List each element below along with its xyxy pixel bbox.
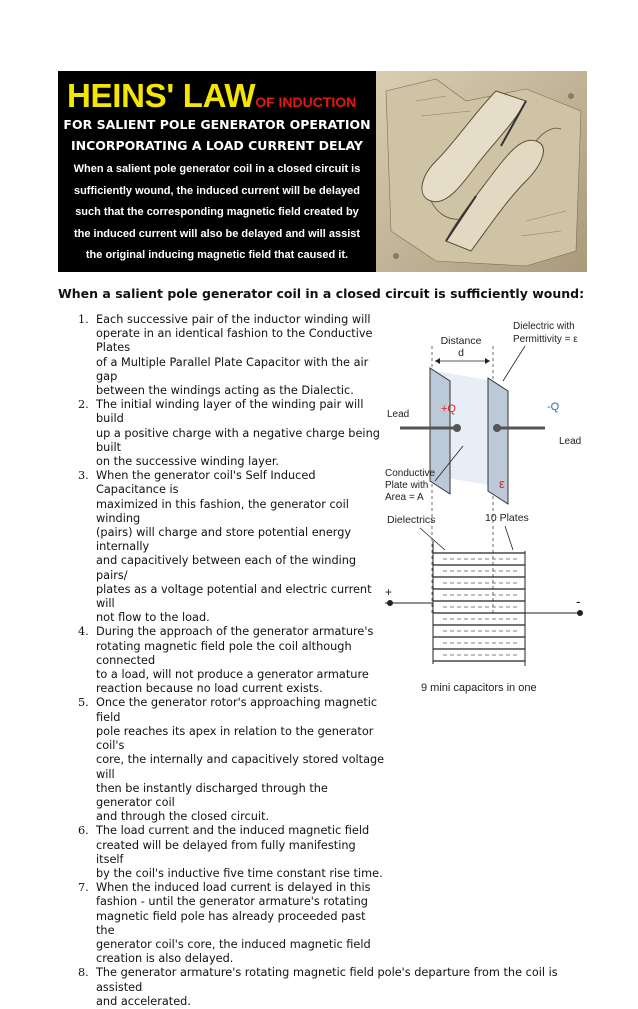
list-item-line: pole reaches its apex in relation to the generator coil's (96, 724, 374, 753)
list-item-line: When the induced load current is delayed in this (96, 881, 371, 895)
list-item-line: and accelerated. (96, 994, 191, 1008)
banner-text-area (58, 71, 376, 272)
list-item-line: The load current and the induced magnetic field (96, 824, 370, 838)
banner-description-line: sufficiently wound, the induced current will be delayed (73, 184, 361, 197)
list-item-line: generator coil's core, the induced magnetic field (96, 937, 371, 951)
banner-description-line: the original inducing magnetic field that caused it. (85, 249, 349, 261)
right-lead-terminal (493, 424, 501, 432)
plate-label-3: Area = A (385, 492, 424, 503)
list-item-line: reaction because no load current exists. (96, 682, 323, 696)
list-item (58, 966, 578, 1009)
list-item-line: core, the internally and capacitively stored voltage will (96, 753, 385, 781)
dielectrics-label: Dielectrics (387, 514, 436, 526)
title-sub: OF INDUCTION (255, 94, 357, 110)
list-item-line: maximized in this fashion, the generator coil winding (96, 497, 349, 525)
epsilon-symbol: ε (499, 476, 505, 491)
list-item-line: of a Multiple Parallel Plate Capacitor with the air gap (96, 355, 369, 383)
banner-description-line: When a salient pole generator coil in a closed circuit is (73, 163, 361, 175)
distance-label: Distance (440, 335, 482, 347)
list-item-line: to a load, will not produce a generator armature (96, 668, 369, 682)
list-item-number: 6. (78, 824, 89, 838)
plus-q-label: +Q (441, 403, 456, 415)
list-item-line: Once the generator rotor's approaching magnetic field (96, 696, 378, 724)
section-heading: When a salient pole generator coil in a closed circuit is sufficiently wound: (58, 286, 585, 301)
list-item-line: magnetic field pole has already proceeded past the (96, 909, 366, 937)
list-item-line: When the generator coil's Self Induced Capacitance is (96, 469, 316, 497)
plates-label: 10 Plates (485, 512, 529, 524)
list-item (58, 824, 578, 881)
list-item-line: The initial winding layer of the winding pair will build (96, 398, 364, 426)
list-item-line: up a positive charge with a negative charge being built (96, 426, 380, 454)
list-item-line: plates as a voltage potential and electric current will (96, 582, 372, 611)
banner-subtitle-2: INCORPORATING A LOAD CURRENT DELAY (70, 138, 363, 153)
plate-label-2: Plate with (385, 480, 429, 491)
list-item-line: (pairs) will charge and store potential energy internally (96, 526, 352, 554)
banner-description-line: the induced current will also be delayed and will assist (73, 227, 361, 240)
minus-q-label: -Q (547, 401, 560, 413)
dielectric-label-1: Dielectric with (513, 321, 575, 332)
list-item-line: creation is also delayed. (96, 952, 234, 966)
minus-terminal (577, 610, 583, 616)
list-item-line: created will be delayed from fully manifesting itself (96, 838, 356, 866)
banner-description (68, 159, 366, 267)
dielectric-label-2: Permittivity = ε (513, 334, 578, 345)
list-item-number: 5. (78, 696, 89, 710)
list-item-line: The generator armature's rotating magnetic field pole's departure from the coil is assisted (96, 966, 558, 994)
list-item-number: 3. (78, 469, 89, 483)
list-item-line: then be instantly discharged through the generator coil (96, 781, 328, 809)
plus-terminal (387, 600, 393, 606)
minus-sign: - (576, 593, 581, 609)
list-item-line: between the windings acting as the Dialectic. (96, 384, 354, 398)
dielectric-pointer (503, 346, 525, 381)
left-lead-terminal (453, 424, 461, 432)
list-item-line: and capacitively between each of the winding pairs/ (96, 554, 357, 582)
lead-left-label: Lead (387, 409, 410, 420)
right-plate (488, 378, 508, 504)
title-main: HEINS' LAW (67, 77, 256, 114)
multi-caption: 9 mini capacitors in one (421, 682, 537, 694)
plates-pointer (505, 526, 513, 550)
list-item (58, 881, 578, 966)
list-item-number: 4. (78, 625, 89, 639)
list-item-line: and through the closed circuit. (96, 810, 270, 824)
banner-description-line: such that the corresponding magnetic field created by (75, 206, 359, 218)
list-item-number: 8. (78, 966, 89, 980)
list-item-line: on the successive winding layer. (96, 455, 280, 469)
list-item-line: Each successive pair of the inductor winding will (96, 313, 371, 326)
banner-title (67, 77, 356, 115)
list-item-line: by the coil's inductive five time constant rise time. (96, 866, 383, 880)
title-banner (58, 71, 587, 272)
distance-symbol: d (458, 347, 464, 359)
dielectric-dashes (443, 559, 520, 655)
list-item (58, 696, 578, 824)
banner-subtitle-1: FOR SALIENT POLE GENERATOR OPERATION (63, 117, 371, 132)
list-item-line: During the approach of the generator armature's (96, 625, 374, 639)
plus-sign: + (385, 585, 393, 599)
list-item-line: rotating magnetic field pole the coil although connected (96, 639, 352, 667)
list-item-number: 2. (78, 398, 89, 412)
list-item-line: fashion - until the generator armature's rotating (96, 895, 368, 909)
list-item-line: not flow to the load. (96, 611, 210, 625)
plate-label-1: Conductive (385, 468, 436, 479)
list-item-number: 7. (78, 881, 89, 895)
drawing-hands-artwork (376, 71, 587, 272)
list-item-number: 1. (78, 313, 89, 326)
list-item-line: operate in an identical fashion to the Conductive Plates (96, 327, 373, 355)
capacitor-diagram (375, 316, 595, 706)
lead-right-label: Lead (559, 436, 582, 447)
